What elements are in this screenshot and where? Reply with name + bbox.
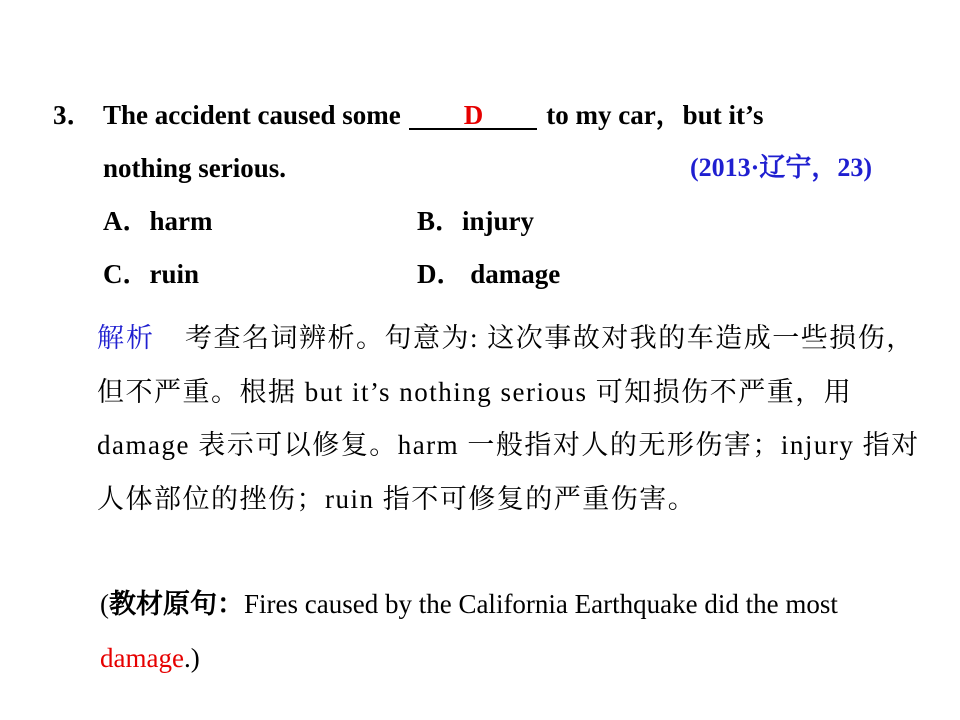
option-text: harm bbox=[149, 206, 213, 236]
analysis-label: 解析 bbox=[97, 323, 155, 353]
option-d bbox=[417, 258, 560, 290]
textbook-sentence: Fires caused by the California Earthquake did the most bbox=[244, 589, 838, 619]
textbook-label: 教材原句： bbox=[109, 589, 244, 619]
question-stem-line1 bbox=[103, 99, 763, 131]
textbook-open-paren: ( bbox=[100, 589, 109, 619]
answer-blank: D bbox=[409, 102, 537, 130]
analysis-text: 考查名词辨析。句意为: 这次事故对我的车造成一些损伤，但不严重。根据 but it’s nothing serious 可知损伤不严重，用 damage 表示可以修复。harm 一般指对人的无形伤害；injury 指对人体部位的挫伤；ruin 指不可修复的严重伤害。 bbox=[97, 323, 920, 514]
option-letter: C． bbox=[103, 259, 150, 289]
question-source: (2013·辽宁，23) bbox=[690, 153, 872, 182]
option-c bbox=[103, 258, 199, 290]
option-b bbox=[417, 205, 534, 237]
option-text: injury bbox=[462, 206, 535, 236]
option-text: ruin bbox=[149, 259, 200, 289]
stem-after-blank: to my car，but it’s bbox=[546, 100, 764, 130]
stem-before-blank: The accident caused some bbox=[103, 100, 401, 130]
option-letter: D． bbox=[417, 259, 464, 289]
option-letter: B． bbox=[417, 206, 463, 236]
textbook-close: .) bbox=[183, 643, 200, 673]
question-stem-line2: nothing serious. bbox=[103, 153, 287, 183]
analysis-paragraph bbox=[97, 312, 923, 526]
question-number: 3． bbox=[53, 100, 94, 130]
option-a bbox=[103, 205, 213, 237]
option-text: damage bbox=[463, 259, 561, 289]
option-letter: A． bbox=[103, 206, 150, 236]
textbook-highlight-word: damage bbox=[100, 643, 184, 673]
textbook-original-sentence bbox=[100, 577, 926, 685]
